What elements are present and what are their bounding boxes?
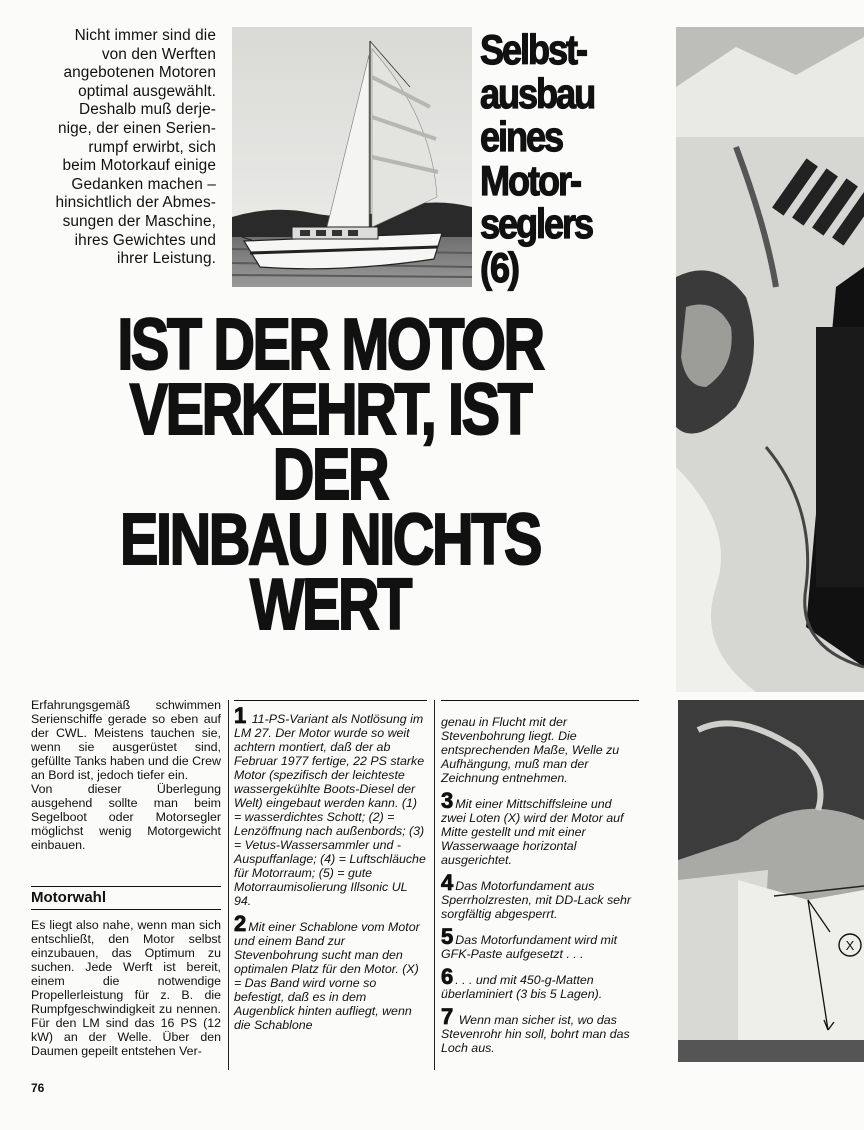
caption-text: Das Motorfundament wird mit GFK-Paste aufgesetzt . . . (441, 933, 618, 961)
body-paragraph-2: Es liegt also nahe, wenn man sich entschließt, den Motor selbst einzubauen, das Optimum zu suchen. Jede Werft ist bereit, einem die notwendige Propellerleistung für z. B. die Rumpfgeschwindigkeit zu nennen. Für den LM sind das 16 PS (12 kW) an der Welle. Über den Daumen gepeilt entstehen Ver- (31, 918, 221, 1058)
caption-text: . . . und mit 450-g-Matten überlaminiert (3 bis 5 Lagen). (441, 973, 603, 1001)
caption-1 (234, 703, 427, 908)
caption-number: 5 (441, 924, 454, 949)
engine-photo (676, 27, 864, 692)
photo-marker-x: X (845, 938, 855, 953)
caption-number: 1 (234, 703, 247, 728)
column-divider (228, 700, 229, 1070)
caption-column-2 (441, 700, 639, 1064)
caption-2-continued (441, 715, 639, 785)
caption-7 (441, 1004, 639, 1055)
body-paragraph-1: Erfahrungsgemäß schwimmen Serienschiffe gerade so eben auf der CWL. Meistens tauchen sie, wenn sie ausgerüstet sind, gefüllte Tanks haben und die Crew an Bord ist, jedoch tiefer ein. Von dieser Überlegung ausgehend sollte man beim Segelboot oder Motorsegler möglichst wenig Motorgewicht einbauen. (31, 698, 221, 852)
series-title: Selbst- ausbau eines Motor- seglers (6) (480, 26, 595, 291)
boat-photo (232, 27, 472, 287)
caption-text: Mit einer Schablone vom Motor und einem Band zur Stevenbohrung sucht man den optimalen Platz für den Motor. (X) = Das Band wird vorne so befestigt, daß es in dem Augenblick hinten aufliegt, wenn die Schablone (234, 920, 420, 1032)
engine-mount-photo (678, 700, 864, 1062)
caption-number: 3 (441, 788, 454, 813)
caption-text: Wenn man sicher ist, wo das Stevenrohr hin soll, bohrt man das Loch aus. (441, 1013, 630, 1055)
caption-number: 2 (234, 911, 247, 936)
caption-number: 4 (441, 870, 454, 895)
caption-text: Das Motorfundament aus Sperrholzresten, mit DD-Lack sehr sorgfältig abgesperrt. (441, 879, 632, 921)
caption-number: 7 (441, 1004, 454, 1029)
headline: IST DER MOTOR VERKEHRT, IST DER EINBAU NICHTS WERT (117, 305, 543, 645)
intro-text: Nicht immer sind die von den Werften angebotenen Motoren optimal ausgewählt. Deshalb muß derje- nige, der einen Serien- rumpf erwirbt, sich beim Motorkauf einige Gedanken machen – hinsichtlich der Abmes- sungen der Maschine, ihres Gewichtes und ihrer Leistung. (55, 27, 216, 268)
caption-3 (441, 788, 639, 867)
caption-text: genau in Flucht mit der Stevenbohrung liegt. Die entsprechenden Maße, Welle zu Aufhängung, muß man der Zeichnung entnehmen. (441, 715, 620, 785)
page-number: 76 (31, 1081, 45, 1095)
caption-6 (441, 964, 639, 1001)
caption-column-1 (234, 700, 427, 1041)
section-heading: Motorwahl (31, 886, 221, 910)
caption-4 (441, 870, 639, 921)
caption-5 (441, 924, 639, 961)
caption-text: Mit einer Mittschiffsleine und zwei Loten (X) wird der Motor auf Mitte gestellt und mit einer Wasserwaage horizontal ausgerichtet. (441, 797, 624, 867)
caption-number: 6 (441, 964, 454, 989)
column-divider (434, 700, 435, 1070)
caption-2 (234, 911, 427, 1032)
caption-text: 11-PS-Variant als Notlösung im LM 27. Der Motor wurde so weit achtern montiert, daß der ab Februar 1977 fertige, 22 PS starke Motor (spezifisch der leichteste wassergekühlte Boots-Diesel der Welt) eingebaut werden kann. (1) = wasserdichtes Schott; (2) = Lenzöffnung nach außenbords; (3) = Vetus-Wassersammler und -Auspuffanlage; (4) = Luftschläuche für Motorraum; (5) = gute Motorraumisolierung Illsonic UL 94. (234, 712, 426, 908)
